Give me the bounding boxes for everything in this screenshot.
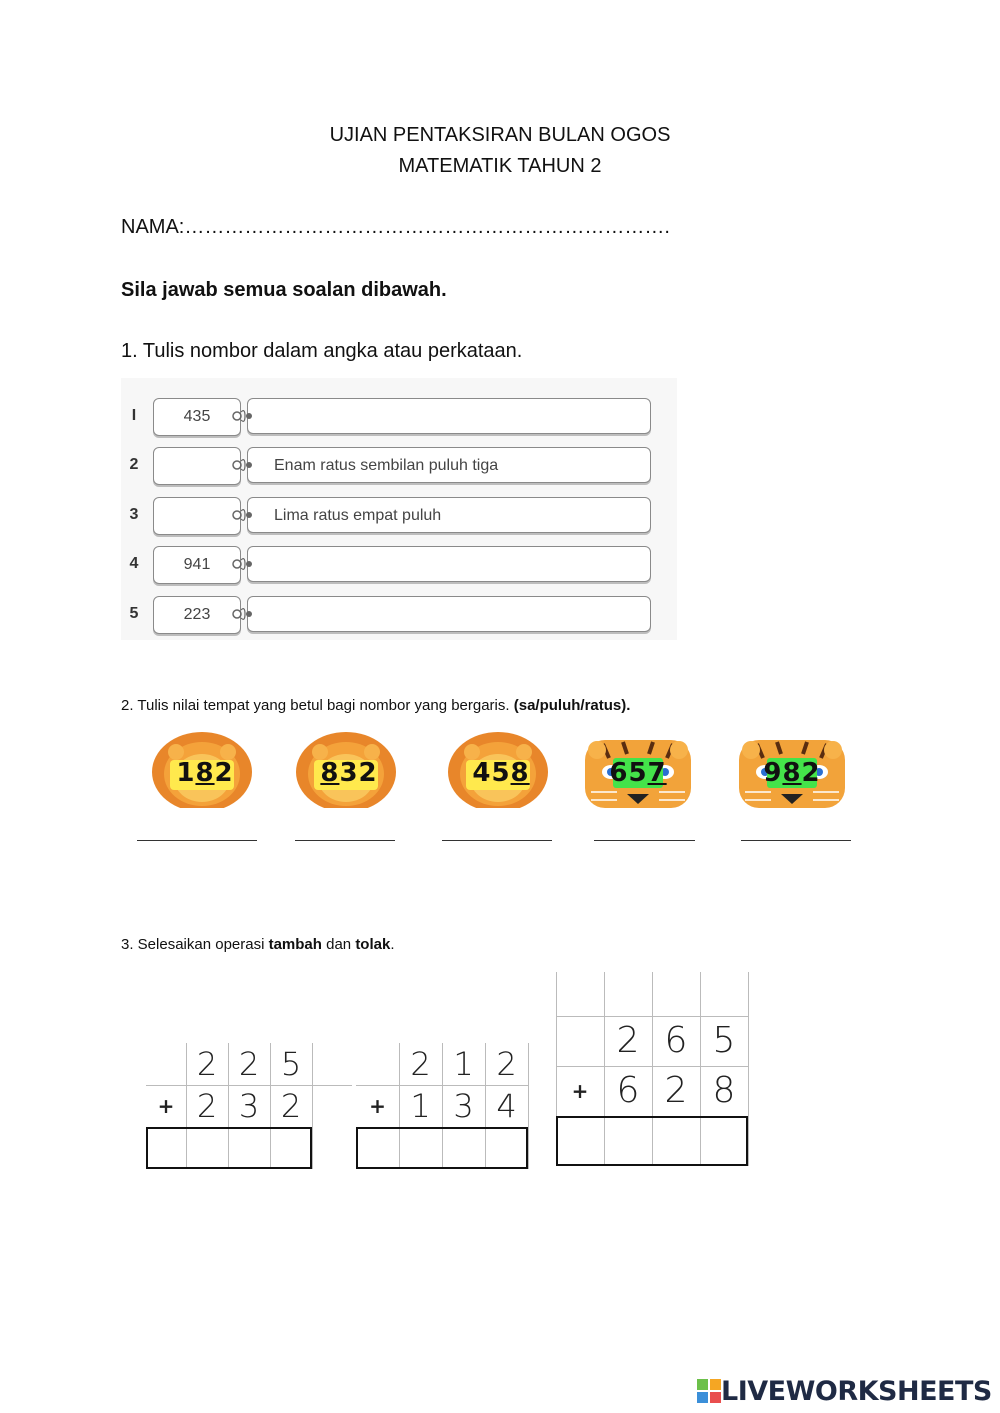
place-value-number: 182 bbox=[176, 758, 234, 788]
link-icon bbox=[229, 508, 259, 522]
question-1-panel bbox=[121, 378, 677, 640]
q1-words-box[interactable] bbox=[247, 546, 651, 582]
addend-top-digit: 5 bbox=[712, 1020, 736, 1061]
answer-box[interactable] bbox=[556, 1116, 748, 1166]
q3-prompt-end: . bbox=[390, 936, 395, 953]
answer-line-5[interactable] bbox=[741, 840, 851, 842]
addend-bottom-digit: 6 bbox=[616, 1070, 640, 1111]
q1-row-label: 5 bbox=[129, 605, 139, 622]
place-value-number: 657 bbox=[609, 758, 667, 788]
question-3-prompt bbox=[121, 936, 395, 953]
addend-bottom-digit: 1 bbox=[410, 1087, 431, 1125]
answer-box[interactable] bbox=[356, 1127, 528, 1169]
q1-row-4 bbox=[121, 546, 677, 586]
plus-operator: + bbox=[157, 1094, 175, 1118]
link-icon bbox=[229, 409, 259, 423]
logo-text: LIVEWORKSHEETS bbox=[721, 1376, 992, 1407]
addend-top-digit: 6 bbox=[664, 1020, 688, 1061]
lion-card bbox=[294, 730, 404, 808]
answer-line-2[interactable] bbox=[295, 840, 395, 842]
q1-number-box[interactable]: 941 bbox=[153, 546, 241, 584]
addend-bottom-digit: 2 bbox=[280, 1087, 302, 1125]
q3-prompt-bold-2: tolak bbox=[355, 936, 391, 953]
place-value-number: 458 bbox=[472, 758, 530, 788]
q1-words-box[interactable] bbox=[247, 596, 651, 632]
tiger-card bbox=[583, 730, 693, 808]
question-1-prompt: 1. Tulis nombor dalam angka atau perkataan. bbox=[121, 340, 523, 362]
addend-top-digit: 5 bbox=[280, 1045, 302, 1083]
q3-prompt-bold-1: tambah bbox=[268, 936, 322, 953]
addend-top-digit: 1 bbox=[453, 1045, 474, 1083]
place-value-number: 982 bbox=[763, 758, 821, 788]
q1-number-box[interactable]: 435 bbox=[153, 398, 241, 436]
q1-row-5 bbox=[121, 596, 677, 636]
q1-row-label: 3 bbox=[129, 506, 139, 523]
link-icon bbox=[229, 557, 259, 571]
link-icon bbox=[229, 607, 259, 621]
addend-top-digit: 2 bbox=[238, 1045, 260, 1083]
q1-row-label: 2 bbox=[129, 456, 139, 473]
addend-top-digit: 2 bbox=[410, 1045, 431, 1083]
answer-line-3[interactable] bbox=[442, 840, 552, 842]
q1-number-box[interactable] bbox=[153, 447, 241, 485]
q1-row-label: I bbox=[131, 407, 137, 424]
title-line-1: UJIAN PENTAKSIRAN BULAN OGOS bbox=[329, 124, 671, 146]
q1-number-box[interactable] bbox=[153, 497, 241, 535]
q1-row-3 bbox=[121, 497, 677, 537]
link-icon bbox=[229, 458, 259, 472]
addend-bottom-digit: 4 bbox=[496, 1087, 517, 1125]
instruction: Sila jawab semua soalan dibawah. bbox=[121, 279, 447, 301]
q1-words-box[interactable]: Enam ratus sembilan puluh tiga bbox=[247, 447, 651, 483]
addend-bottom-digit: 2 bbox=[196, 1087, 218, 1125]
q3-prompt-mid: dan bbox=[321, 936, 356, 953]
q1-row-label: 4 bbox=[129, 555, 139, 572]
answer-line-4[interactable] bbox=[594, 840, 695, 842]
addend-top-digit: 2 bbox=[616, 1020, 640, 1061]
title-line-2: MATEMATIK TAHUN 2 bbox=[398, 155, 602, 177]
plus-operator: + bbox=[571, 1079, 589, 1103]
name-field[interactable]: NAMA:………………………………………………………………. bbox=[121, 216, 670, 238]
q2-prompt-text: 2. Tulis nilai tempat yang betul bagi nombor yang bergaris. bbox=[121, 697, 510, 714]
lion-card bbox=[446, 730, 556, 808]
addend-top-digit: 2 bbox=[196, 1045, 218, 1083]
liveworksheets-logo bbox=[697, 1376, 992, 1410]
q1-row-2 bbox=[121, 447, 677, 487]
q1-row-1 bbox=[121, 398, 677, 438]
plus-operator: + bbox=[369, 1094, 386, 1118]
q2-prompt-bold: (sa/puluh/ratus). bbox=[513, 697, 631, 714]
q1-words-box[interactable] bbox=[247, 398, 651, 434]
liveworksheets-logo-icon bbox=[697, 1379, 721, 1403]
q1-number-box[interactable]: 223 bbox=[153, 596, 241, 634]
question-2-prompt bbox=[121, 697, 630, 714]
tiger-card bbox=[737, 730, 847, 808]
addend-bottom-digit: 3 bbox=[238, 1087, 260, 1125]
addend-bottom-digit: 3 bbox=[453, 1087, 474, 1125]
addend-bottom-digit: 2 bbox=[664, 1070, 688, 1111]
lion-card bbox=[150, 730, 260, 808]
addend-top-digit: 2 bbox=[496, 1045, 517, 1083]
q3-prompt-text: 3. Selesaikan operasi bbox=[121, 936, 269, 953]
answer-line-1[interactable] bbox=[137, 840, 257, 842]
q1-words-box[interactable]: Lima ratus empat puluh bbox=[247, 497, 651, 533]
answer-box[interactable] bbox=[146, 1127, 312, 1169]
place-value-number: 832 bbox=[320, 758, 378, 788]
addend-bottom-digit: 8 bbox=[712, 1070, 736, 1111]
